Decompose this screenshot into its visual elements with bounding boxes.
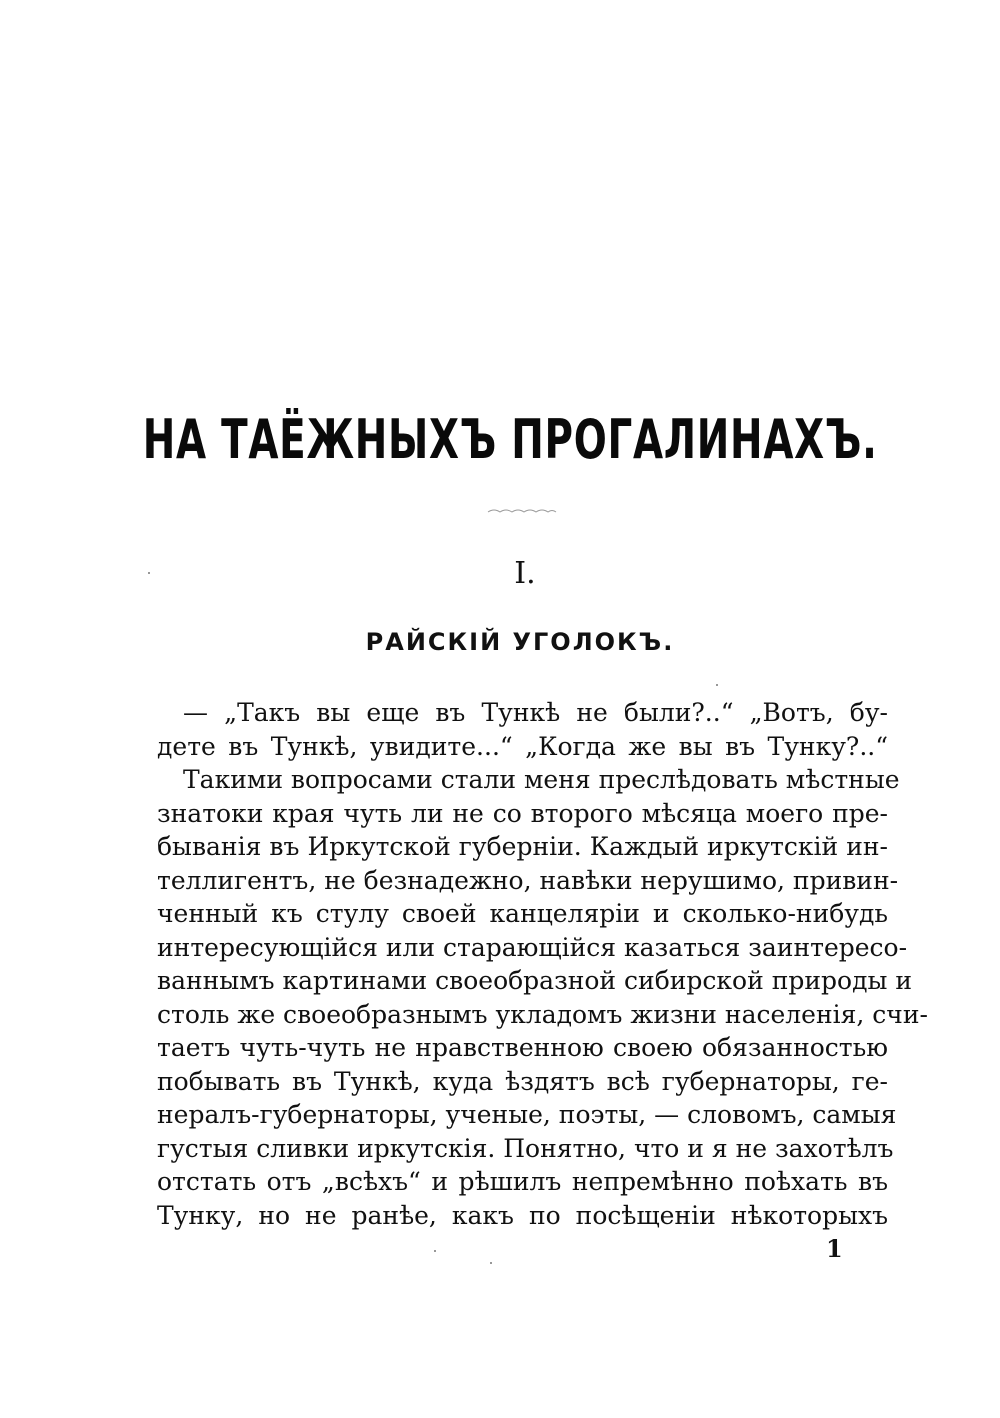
text-line: дете въ Тункѣ, увидите...“ „Когда же вы въ Тунку?..“ — [157, 731, 888, 761]
chapter-number: I. — [514, 556, 536, 591]
text-line: ваннымъ картинами своеобразной сибирской природы и — [157, 966, 912, 995]
text-line: побывать въ Тункѣ, куда ѣздятъ всѣ губернаторы, ге- — [157, 1066, 888, 1096]
text-line: интересующійся или старающійся казаться заинтересо- — [157, 932, 908, 962]
text-line: теллигентъ, не безнадежно, навѣки нерушимо, привин- — [157, 865, 899, 895]
paper-speck — [434, 1250, 436, 1252]
paper-speck — [490, 1262, 492, 1264]
paper-speck — [716, 684, 718, 686]
body-text — [157, 696, 928, 1232]
paper-speck — [148, 572, 150, 574]
text-line: Тунку, но не ранѣе, какъ по посѣщеніи нѣкоторыхъ — [157, 1200, 888, 1230]
text-line: густыя сливки иркутскія. Понятно, что и я не захотѣлъ — [157, 1133, 894, 1163]
text-line: знатоки края чуть ли не со второго мѣсяца моего пре- — [157, 798, 888, 828]
text-line: таетъ чуть-чуть не нравственною своею обязанностью — [157, 1033, 888, 1062]
text-line: — „Такъ вы еще въ Тункѣ не были?..“ „Вотъ, бу- — [183, 698, 888, 727]
text-line: отстать отъ „всѣхъ“ и рѣшилъ непремѣнно поѣхать въ — [157, 1167, 888, 1196]
text-line: столь же своеобразнымъ укладомъ жизни населенія, счи- — [157, 999, 928, 1029]
decorative-divider — [486, 506, 558, 516]
text-line: нералъ-губернаторы, ученые, поэты, — словомъ, самыя — [157, 1100, 897, 1129]
text-line: быванія въ Иркутской губерніи. Каждый иркутскій ин- — [157, 832, 888, 861]
page-number: 1 — [826, 1234, 843, 1263]
page-title: НА ТАЁЖНЫХЪ ПРОГАЛИНАХЪ. — [142, 408, 878, 471]
text-line: Такими вопросами стали меня преслѣдовать мѣстные — [183, 765, 900, 794]
text-line: ченный къ стулу своей канцеляріи и сколько-нибудь — [157, 899, 888, 928]
chapter-title: РАЙСКІЙ УГОЛОКЪ. — [365, 628, 675, 656]
